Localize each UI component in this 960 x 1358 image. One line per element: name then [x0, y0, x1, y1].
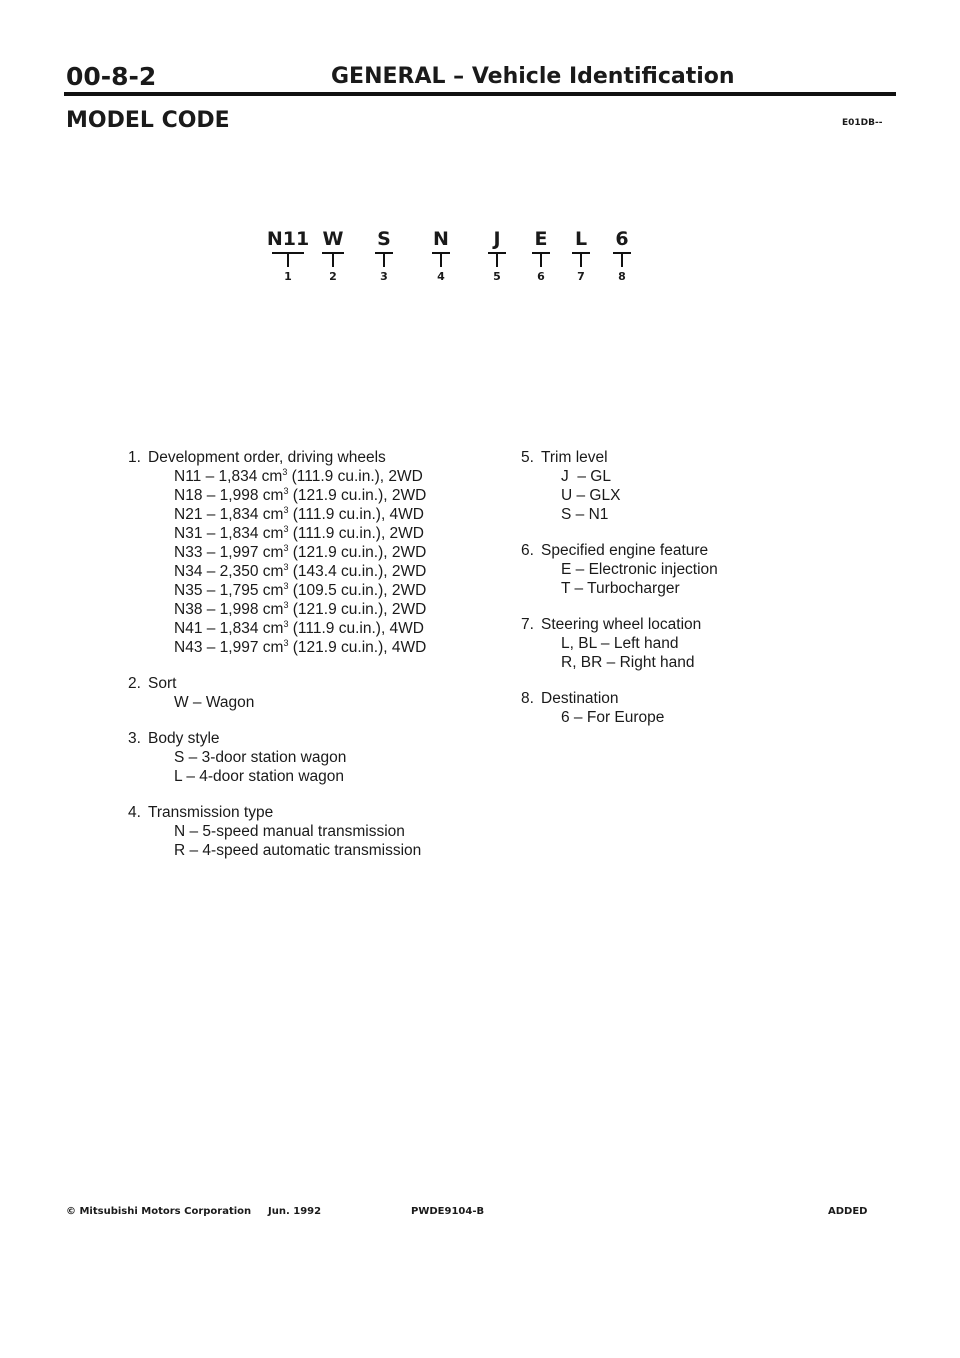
legend-item-6 — [521, 541, 881, 598]
item-line: W – Wagon — [174, 694, 255, 711]
displacement-sep: – — [201, 468, 219, 485]
displacement-line — [128, 524, 488, 543]
displacement-sep: – — [202, 487, 220, 504]
code-stem-6 — [540, 252, 542, 267]
unit-superscript: 3 — [283, 485, 289, 496]
unit-superscript: 3 — [283, 504, 289, 515]
item-number: 4. — [128, 804, 141, 821]
displacement-sep: – — [202, 525, 220, 542]
item-title: Body style — [148, 730, 220, 747]
code-num-6: 6 — [537, 270, 545, 283]
unit-label: cm — [262, 544, 284, 561]
code-stem-2 — [332, 252, 334, 267]
item-line: J – GL — [561, 468, 611, 485]
code-num-5: 5 — [493, 270, 501, 283]
unit-superscript: 3 — [283, 561, 289, 572]
code-stem-4 — [440, 252, 442, 267]
item-title: Trim level — [541, 449, 608, 466]
code-num-3: 3 — [380, 270, 388, 283]
displacement-code: N11 — [174, 468, 202, 485]
displacement-code: N35 — [174, 582, 203, 599]
item-title: Development order, driving wheels — [148, 449, 386, 466]
displacement-disp: 1,998 — [219, 601, 259, 618]
unit-label: cm — [262, 487, 284, 504]
displacement-disp: 1,997 — [219, 639, 259, 656]
code-char-8: 6 — [615, 228, 629, 250]
displacement-disp: 1,834 — [219, 620, 259, 637]
item-number: 5. — [521, 449, 534, 466]
section-title: MODEL CODE — [66, 108, 230, 133]
code-char-1: N11 — [266, 228, 310, 250]
item-number: 6. — [521, 542, 534, 559]
unit-superscript: 3 — [283, 618, 289, 629]
code-stem-7 — [580, 252, 582, 267]
item-line: S – 3-door station wagon — [174, 749, 347, 766]
displacement-disp: 1,997 — [219, 544, 259, 561]
displacement-rest: (109.5 cu.in.), 2WD — [288, 582, 427, 599]
footer-date: Jun. 1992 — [268, 1206, 322, 1217]
displacement-code: N43 — [174, 639, 203, 656]
unit-label: cm — [262, 563, 284, 580]
displacement-list — [128, 467, 488, 657]
displacement-line — [128, 581, 488, 600]
item-title: Transmission type — [148, 804, 274, 821]
page-number: 00-8-2 — [66, 62, 157, 91]
item-line: R – 4-speed automatic transmission — [174, 842, 422, 859]
displacement-sep: – — [202, 506, 220, 523]
unit-label: cm — [261, 468, 283, 485]
displacement-code: N18 — [174, 487, 203, 504]
code-char-6: E — [534, 228, 548, 250]
displacement-line — [128, 486, 488, 505]
displacement-rest: (111.9 cu.in.), 4WD — [288, 506, 424, 523]
legend-left-column — [128, 448, 488, 877]
displacement-sep: – — [202, 639, 220, 656]
code-num-7: 7 — [577, 270, 585, 283]
legend-item-7 — [521, 615, 881, 672]
displacement-disp: 1,795 — [219, 582, 259, 599]
legend-item-1 — [128, 448, 488, 657]
displacement-disp: 1,998 — [219, 487, 259, 504]
code-char-3: S — [377, 228, 391, 250]
item-line: R, BR – Right hand — [561, 654, 695, 671]
code-char-2: W — [322, 228, 344, 250]
displacement-line — [128, 600, 488, 619]
displacement-code: N38 — [174, 601, 203, 618]
displacement-disp: 2,350 — [219, 563, 259, 580]
unit-superscript: 3 — [283, 637, 289, 648]
footer-status: ADDED — [828, 1206, 868, 1217]
item-line: N – 5-speed manual transmission — [174, 823, 405, 840]
page-title: GENERAL – Vehicle Identification — [331, 64, 735, 89]
code-stem-5 — [496, 252, 498, 267]
displacement-sep: – — [202, 620, 220, 637]
unit-label: cm — [262, 525, 284, 542]
unit-label: cm — [262, 601, 284, 618]
displacement-rest: (111.9 cu.in.), 2WD — [288, 525, 424, 542]
displacement-code: N31 — [174, 525, 203, 542]
header-rule — [64, 92, 896, 96]
item-line: T – Turbocharger — [561, 580, 680, 597]
displacement-line — [128, 638, 488, 657]
displacement-code: N33 — [174, 544, 203, 561]
unit-superscript: 3 — [283, 542, 289, 553]
legend-right-column — [521, 448, 881, 744]
item-title: Sort — [148, 675, 177, 692]
displacement-rest: (111.9 cu.in.), 2WD — [287, 468, 423, 485]
displacement-sep: – — [202, 544, 220, 561]
displacement-disp: 1,834 — [219, 525, 259, 542]
displacement-code: N34 — [174, 563, 203, 580]
item-number: 8. — [521, 690, 534, 707]
code-char-5: J — [493, 228, 501, 250]
code-stem-8 — [621, 252, 623, 267]
displacement-rest: (121.9 cu.in.), 2WD — [288, 487, 427, 504]
displacement-sep: – — [202, 601, 220, 618]
displacement-sep: – — [202, 563, 220, 580]
displacement-line — [128, 562, 488, 581]
unit-label: cm — [262, 506, 284, 523]
code-num-2: 2 — [329, 270, 337, 283]
displacement-code: N41 — [174, 620, 203, 637]
displacement-line — [128, 543, 488, 562]
legend-item-8 — [521, 689, 881, 727]
item-title: Destination — [541, 690, 619, 707]
item-number: 7. — [521, 616, 534, 633]
item-title: Specified engine feature — [541, 542, 709, 559]
item-line: L, BL – Left hand — [561, 635, 679, 652]
displacement-rest: (111.9 cu.in.), 4WD — [288, 620, 424, 637]
displacement-line — [128, 505, 488, 524]
code-num-1: 1 — [284, 270, 292, 283]
item-number: 3. — [128, 730, 141, 747]
displacement-line — [128, 619, 488, 638]
displacement-rest: (121.9 cu.in.), 2WD — [288, 601, 427, 618]
code-char-4: N — [433, 228, 449, 250]
displacement-disp: 1,834 — [219, 506, 259, 523]
unit-superscript: 3 — [282, 466, 288, 477]
code-stem-1 — [287, 252, 289, 267]
legend-item-3 — [128, 729, 488, 786]
legend-item-4 — [128, 803, 488, 860]
code-num-4: 4 — [437, 270, 445, 283]
unit-superscript: 3 — [283, 580, 289, 591]
unit-label: cm — [262, 620, 284, 637]
item-line: L – 4-door station wagon — [174, 768, 345, 785]
unit-label: cm — [262, 639, 284, 656]
footer-copyright: © Mitsubishi Motors Corporation — [66, 1206, 252, 1217]
unit-label: cm — [262, 582, 284, 599]
code-char-7: L — [574, 228, 588, 250]
unit-superscript: 3 — [283, 599, 289, 610]
code-stem-3 — [383, 252, 385, 267]
displacement-line — [128, 467, 488, 486]
displacement-disp: 1,834 — [218, 468, 258, 485]
item-line: S – N1 — [561, 506, 609, 523]
unit-superscript: 3 — [283, 523, 289, 534]
legend-item-5 — [521, 448, 881, 524]
item-line: 6 – For Europe — [561, 709, 665, 726]
displacement-rest: (121.9 cu.in.), 2WD — [288, 544, 427, 561]
item-number: 2. — [128, 675, 141, 692]
displacement-rest: (143.4 cu.in.), 2WD — [288, 563, 427, 580]
item-line: U – GLX — [561, 487, 621, 504]
displacement-code: N21 — [174, 506, 203, 523]
item-line: E – Electronic injection — [561, 561, 718, 578]
footer-doc-id: PWDE9104-B — [411, 1206, 485, 1217]
code-num-8: 8 — [618, 270, 626, 283]
displacement-sep: – — [202, 582, 220, 599]
section-code: E01DB-- — [842, 118, 883, 128]
legend-item-2 — [128, 674, 488, 712]
item-title: Steering wheel location — [541, 616, 702, 633]
item-number: 1. — [128, 449, 141, 466]
displacement-rest: (121.9 cu.in.), 4WD — [288, 639, 427, 656]
